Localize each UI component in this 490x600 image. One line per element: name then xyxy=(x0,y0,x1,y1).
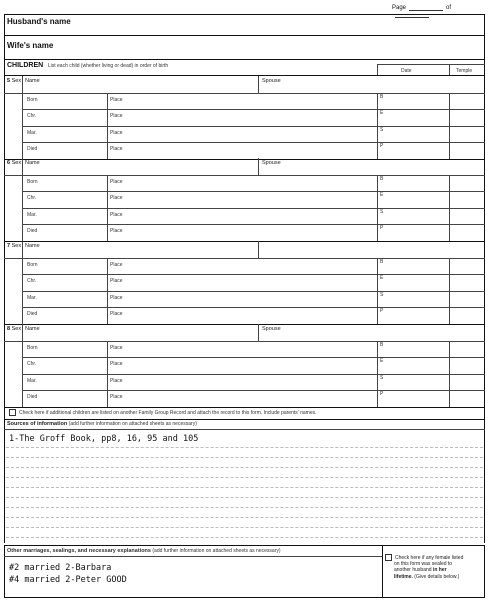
divider xyxy=(22,374,485,375)
divider xyxy=(449,93,450,110)
divider xyxy=(449,224,450,241)
divider xyxy=(22,274,485,275)
ordinance-code: E xyxy=(380,192,384,198)
divider xyxy=(107,291,108,308)
divider xyxy=(377,142,378,159)
sources-note: (add further information on attached sheets as necessary) xyxy=(68,421,197,427)
event-label: Mar. xyxy=(27,294,37,301)
child-number: 6 xyxy=(7,160,11,166)
ruled-line xyxy=(6,537,483,538)
child-number: 8 xyxy=(7,326,11,332)
divider xyxy=(377,258,378,275)
ordinance-code: B xyxy=(380,341,384,348)
divider xyxy=(4,556,382,557)
divider xyxy=(449,390,450,407)
divider xyxy=(22,142,485,143)
of-label: of xyxy=(446,5,452,11)
ordinance-code: S xyxy=(380,208,384,215)
divider xyxy=(377,64,378,75)
divider xyxy=(258,76,259,93)
divider xyxy=(22,324,23,407)
event-label: Born xyxy=(27,96,38,103)
place-label: Place xyxy=(110,361,123,367)
divider xyxy=(377,109,378,126)
sources-label: Sources of information xyxy=(7,421,68,427)
place-label: Place xyxy=(110,278,123,284)
child-name-label: Name xyxy=(25,78,40,84)
ruled-line xyxy=(6,497,483,498)
divider xyxy=(377,126,378,143)
sex-label: Sex xyxy=(11,243,22,249)
ordinance-code: B xyxy=(380,93,384,100)
ordinance-code: P xyxy=(380,225,384,231)
divider xyxy=(107,390,108,407)
divider xyxy=(107,357,108,374)
sources-entry[interactable]: 1-The Groff Book, pp8, 16, 95 and 105 xyxy=(9,434,199,444)
child-name-label: Name xyxy=(25,160,40,166)
sealed-text: (Give details below.) xyxy=(414,573,460,580)
divider xyxy=(107,175,108,192)
event-label: Born xyxy=(27,344,38,351)
event-label: Mar. xyxy=(27,377,37,384)
divider xyxy=(258,241,259,258)
sealed-text: another husband xyxy=(394,567,432,574)
divider xyxy=(449,258,450,275)
child-number-sex xyxy=(7,243,21,249)
ruled-line xyxy=(6,477,483,478)
divider xyxy=(4,429,485,430)
divider xyxy=(22,390,485,391)
additional-children-check[interactable] xyxy=(9,409,317,416)
place-label: Place xyxy=(110,211,123,218)
sealed-text-bold: lifetime. xyxy=(394,573,413,580)
other-marriages-label: Other marriages, sealings, and necessary explanations xyxy=(7,548,151,554)
ruled-line xyxy=(6,447,483,448)
divider xyxy=(107,142,108,159)
divider xyxy=(4,93,485,94)
divider xyxy=(22,109,485,110)
divider xyxy=(107,191,108,208)
child-number-sex xyxy=(7,78,21,84)
ordinance-code: S xyxy=(380,291,384,298)
divider xyxy=(377,175,378,192)
other-marriages-label-line xyxy=(7,548,281,554)
place-label: Place xyxy=(110,311,123,317)
divider xyxy=(4,258,485,259)
divider xyxy=(377,307,378,324)
child-name-label: Name xyxy=(25,243,40,249)
ruled-line xyxy=(6,487,483,488)
divider xyxy=(4,241,485,242)
child-number: 5 xyxy=(7,78,11,84)
divider xyxy=(377,208,378,225)
divider xyxy=(258,324,259,341)
ordinance-code: P xyxy=(380,308,384,314)
event-label: Chr. xyxy=(27,278,37,284)
divider xyxy=(22,224,485,225)
child-name-label: Name xyxy=(25,326,40,332)
husband-name-label: Husband's name xyxy=(7,17,71,26)
event-label: Mar. xyxy=(27,211,37,218)
event-label: Born xyxy=(27,178,38,185)
divider xyxy=(377,341,378,358)
divider xyxy=(377,274,378,291)
divider xyxy=(449,291,450,308)
children-header xyxy=(7,62,168,69)
divider xyxy=(4,407,485,408)
event-label: Died xyxy=(27,146,38,152)
children-subtitle: List each child (whether living or dead) in order of birth xyxy=(47,63,169,69)
divider xyxy=(258,158,259,175)
place-label: Place xyxy=(110,261,123,268)
other-marriages-note: (add further information on attached sheets as necessary) xyxy=(152,548,281,554)
place-label: Place xyxy=(110,178,123,185)
place-label: Place xyxy=(110,113,123,119)
divider xyxy=(22,291,485,292)
divider xyxy=(449,126,450,143)
page-label: Page xyxy=(392,5,407,11)
wife-name-label: Wife's name xyxy=(7,41,54,50)
divider xyxy=(107,341,108,358)
divider xyxy=(22,126,485,127)
divider xyxy=(377,224,378,241)
place-label: Place xyxy=(110,294,123,301)
divider xyxy=(382,545,383,598)
ruled-line xyxy=(6,467,483,468)
divider xyxy=(22,307,485,308)
children-title: CHILDREN xyxy=(7,62,44,69)
event-label: Chr. xyxy=(27,195,37,201)
divider xyxy=(377,191,378,208)
divider xyxy=(107,208,108,225)
sex-label: Sex xyxy=(11,160,22,166)
divider xyxy=(22,357,485,358)
child-number: 7 xyxy=(7,243,11,249)
divider xyxy=(4,159,485,160)
divider xyxy=(107,307,108,324)
event-label: Died xyxy=(27,311,38,317)
divider xyxy=(107,93,108,110)
spouse-label: Spouse xyxy=(262,78,281,84)
divider xyxy=(377,64,485,65)
sealed-text: on this form was sealed to xyxy=(394,561,453,568)
ordinance-code: E xyxy=(380,110,384,116)
divider xyxy=(449,307,450,324)
place-label: Place xyxy=(110,228,123,234)
divider xyxy=(107,374,108,391)
divider xyxy=(22,158,23,241)
sealed-text: Check here if any female listed xyxy=(395,554,464,561)
divider xyxy=(449,175,450,192)
divider xyxy=(107,126,108,143)
sealed-text-bold: in her xyxy=(432,567,447,574)
place-label: Place xyxy=(110,129,123,136)
event-label: Born xyxy=(27,261,38,268)
divider xyxy=(449,274,450,291)
divider xyxy=(4,75,485,76)
sealed-checkbox[interactable] xyxy=(385,554,392,561)
additional-children-checkbox[interactable] xyxy=(9,409,16,416)
ordinance-code: E xyxy=(380,358,384,364)
page-number-blank[interactable] xyxy=(409,4,443,11)
place-label: Place xyxy=(110,377,123,384)
divider xyxy=(107,274,108,291)
divider xyxy=(449,341,450,358)
ordinance-code: S xyxy=(380,126,384,133)
event-label: Died xyxy=(27,228,38,234)
other-marriage-entry[interactable]: #4 married 2-Peter GOOD xyxy=(9,575,127,585)
divider xyxy=(107,109,108,126)
event-label: Mar. xyxy=(27,129,37,136)
divider xyxy=(377,93,378,110)
event-label: Died xyxy=(27,394,38,400)
divider xyxy=(449,191,450,208)
temple-column-header: Temple xyxy=(456,68,473,74)
place-label: Place xyxy=(110,394,123,400)
place-label: Place xyxy=(110,96,123,103)
ruled-line xyxy=(6,457,483,458)
divider xyxy=(449,64,450,75)
ordinance-code: S xyxy=(380,374,384,381)
divider xyxy=(22,76,23,159)
other-marriage-entry[interactable]: #2 married 2-Barbara xyxy=(9,563,112,573)
divider xyxy=(4,175,485,176)
ordinance-code: B xyxy=(380,175,384,182)
date-column-header: Date xyxy=(401,68,412,74)
place-label: Place xyxy=(110,195,123,201)
divider xyxy=(22,208,485,209)
divider xyxy=(22,191,485,192)
ordinance-code: P xyxy=(380,143,384,149)
ruled-line xyxy=(6,507,483,508)
sealed-check[interactable] xyxy=(385,554,482,580)
divider xyxy=(449,109,450,126)
sources-label-line xyxy=(7,421,197,427)
divider xyxy=(107,224,108,241)
divider xyxy=(4,341,485,342)
sex-label: Sex xyxy=(11,326,22,332)
additional-children-text: Check here if additional children are listed on another Family Group Record and attach the record to this form. Include parents' names. xyxy=(19,409,317,416)
spouse-label: Spouse xyxy=(262,326,281,332)
divider xyxy=(449,142,450,159)
place-label: Place xyxy=(110,146,123,152)
divider xyxy=(377,374,378,391)
divider xyxy=(377,390,378,407)
child-number-sex xyxy=(7,160,21,166)
divider xyxy=(22,241,23,324)
sex-label: Sex xyxy=(11,78,22,84)
child-number-sex xyxy=(7,326,21,332)
place-label: Place xyxy=(110,344,123,351)
ruled-line xyxy=(6,517,483,518)
spouse-label: Spouse xyxy=(262,160,281,166)
ordinance-code: E xyxy=(380,275,384,281)
divider xyxy=(4,59,485,60)
divider xyxy=(4,35,485,36)
divider xyxy=(449,374,450,391)
divider xyxy=(377,357,378,374)
divider xyxy=(449,208,450,225)
ordinance-code: B xyxy=(380,258,384,265)
divider xyxy=(4,324,485,325)
event-label: Chr. xyxy=(27,361,37,367)
ordinance-code: P xyxy=(380,391,384,397)
divider xyxy=(377,291,378,308)
divider xyxy=(449,357,450,374)
ruled-line xyxy=(6,527,483,528)
event-label: Chr. xyxy=(27,113,37,119)
divider xyxy=(107,258,108,275)
